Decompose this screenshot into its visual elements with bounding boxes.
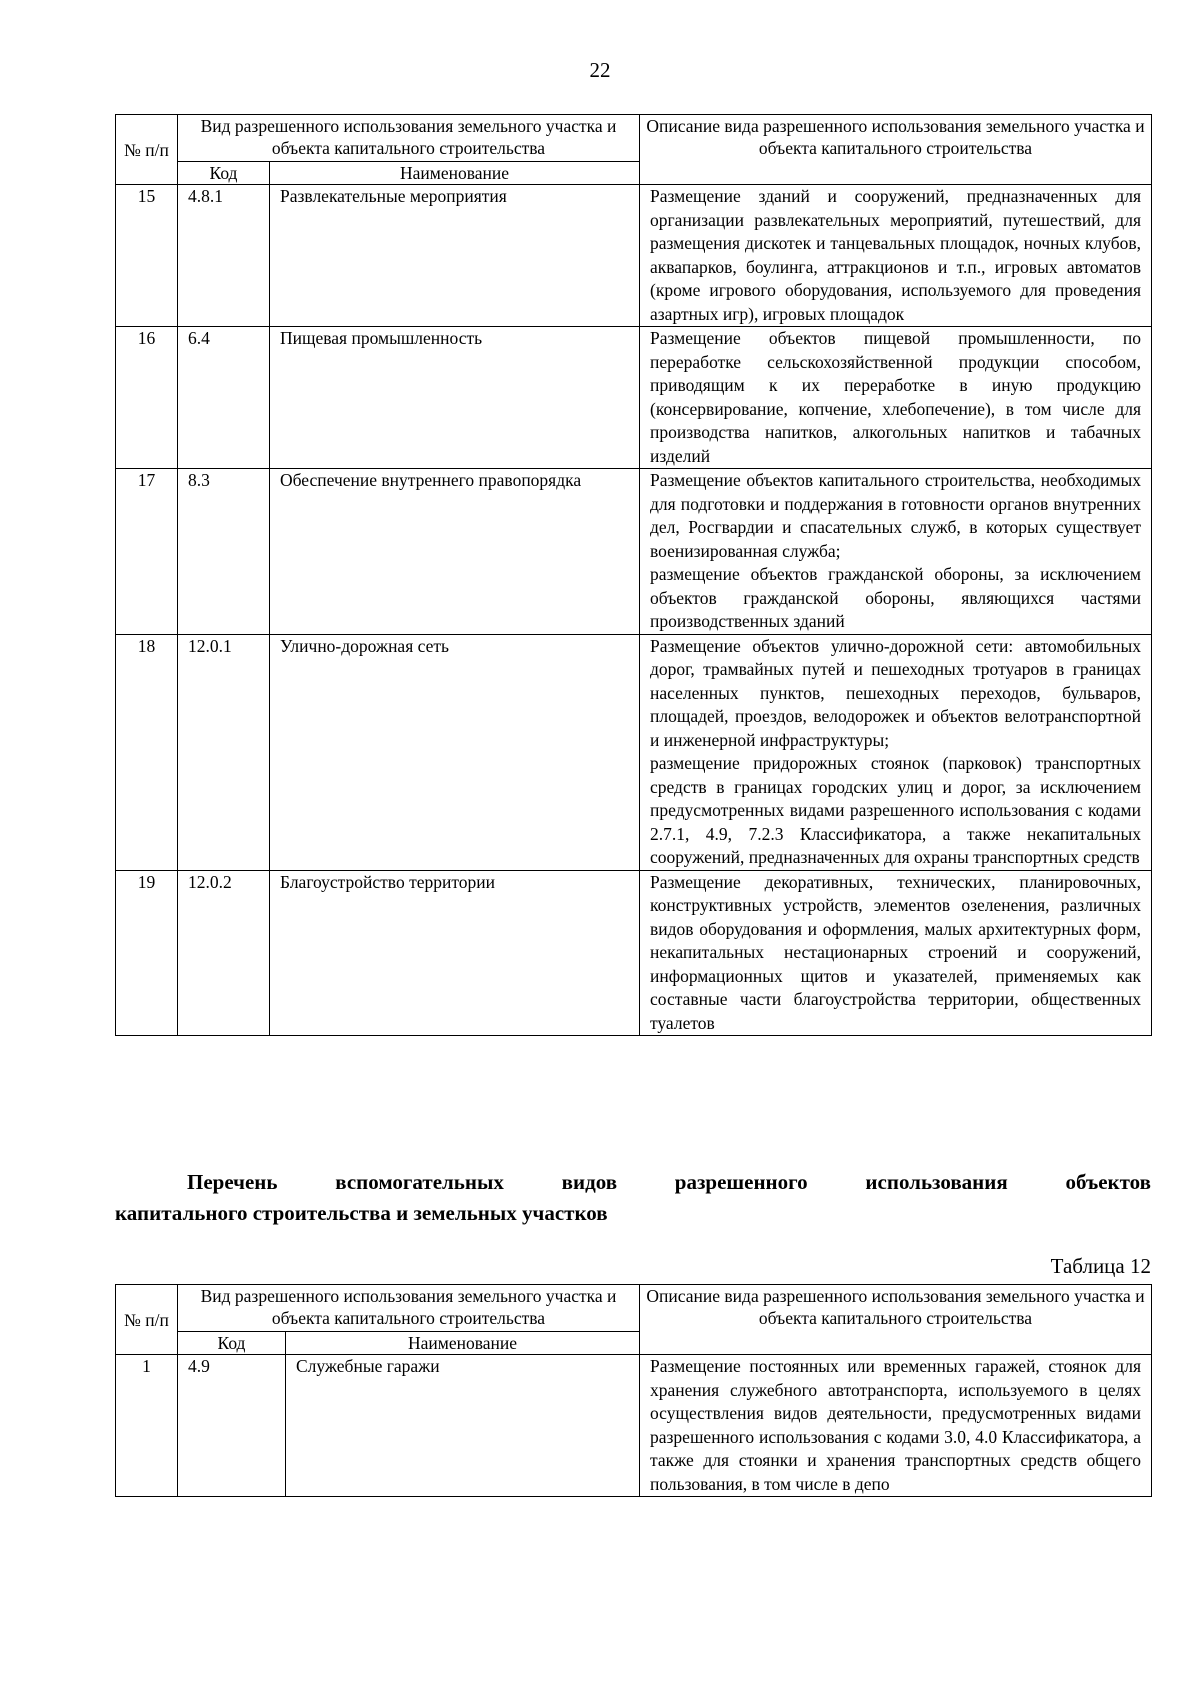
row-number: 19 (116, 870, 178, 1036)
row-name: Обеспечение внутреннего правопорядка (270, 469, 640, 635)
description-paragraph: Размещение объектов пищевой промышленности, по переработке сельскохозяйственной продукции способом, приводящим к их переработке в иную продукцию (консервирование, копчение, хлебопечение), в том числе для производства напитков, алкогольных напитков и табачных изделий (650, 328, 1141, 466)
row-code: 12.0.1 (178, 634, 270, 870)
row-number: 16 (116, 327, 178, 469)
row-code: 4.8.1 (178, 185, 270, 327)
row-description (640, 185, 1152, 327)
row-description (640, 634, 1152, 870)
header-code: Код (178, 1332, 286, 1355)
row-code: 12.0.2 (178, 870, 270, 1036)
header-name: Наименование (286, 1332, 640, 1355)
table-caption: Таблица 12 (1050, 1254, 1151, 1278)
row-number: 17 (116, 469, 178, 635)
row-code: 4.9 (178, 1355, 286, 1497)
description-paragraph: Размещение зданий и сооружений, предназначенных для организации развлекательных мероприятий, путешествий, для размещения дискотек и танцевальных площадок, ночных клубов, аквапарков, боулинга, аттракционов и т.п., игровых автоматов (кроме игрового оборудования, используемого для проведения азартных игр), игровых площадок (650, 186, 1141, 324)
table-row (116, 870, 1152, 1036)
description-paragraph: размещение объектов гражданской обороны, за исключением объектов гражданской обороны, являющихся частями производственных зданий (650, 564, 1141, 631)
row-description (640, 469, 1152, 635)
section-heading (115, 1167, 1151, 1229)
section-heading-line-1: Перечень вспомогательных видов разрешенного использования объектов (187, 1170, 1151, 1194)
section-heading-line-2: капитального строительства и земельных участков (115, 1201, 608, 1225)
description-paragraph: Размещение объектов улично-дорожной сети: автомобильных дорог, трамвайных путей и пешеходных тротуаров в границах населенных пунктов, пешеходных переходов, бульваров, площадей, проездов, велодорожек и объектов велотранспортной и инженерной инфраструктуры; (650, 635, 1141, 750)
row-name: Благоустройство территории (270, 870, 640, 1036)
row-number: 1 (116, 1355, 178, 1497)
header-num: № п/п (116, 1285, 178, 1355)
row-number: 18 (116, 634, 178, 870)
table-row (116, 327, 1152, 469)
row-description (640, 327, 1152, 469)
description-paragraph: Размещение объектов капитального строительства, необходимых для подготовки и поддержания в готовности органов внутренних дел, Росгвардии и спасательных служб, в которых существует военизированная служба; (650, 470, 1141, 561)
row-code: 8.3 (178, 469, 270, 635)
row-name: Улично-дорожная сеть (270, 634, 640, 870)
row-code: 6.4 (178, 327, 270, 469)
row-description (640, 870, 1152, 1036)
row-name: Развлекательные мероприятия (270, 185, 640, 327)
table-row (116, 1355, 1152, 1497)
header-description: Описание вида разрешенного использования земельного участка и объекта капитального строительства (640, 115, 1152, 185)
table-row (116, 469, 1152, 635)
row-number: 15 (116, 185, 178, 327)
row-name: Пищевая промышленность (270, 327, 640, 469)
header-code: Код (178, 162, 270, 185)
header-use-type: Вид разрешенного использования земельного участка и объекта капитального строительства (178, 1285, 640, 1332)
header-num: № п/п (116, 115, 178, 185)
description-paragraph: Размещение постоянных или временных гаражей, стоянок для хранения служебного автотранспорта, используемого в целях осуществления видов деятельности, предусмотренных видами разрешенного использования с кодами 3.0, 4.0 Классификатора, а также для стоянки и хранения транспортных средств общего пользования, в том числе в депо (650, 1356, 1141, 1494)
uses-table-auxiliary (115, 1284, 1152, 1497)
row-name: Служебные гаражи (286, 1355, 640, 1497)
uses-table-main (115, 114, 1152, 1036)
header-use-type: Вид разрешенного использования земельного участка и объекта капитального строительства (178, 115, 640, 162)
header-name: Наименование (270, 162, 640, 185)
page-number: 22 (589, 58, 611, 82)
table-row (116, 185, 1152, 327)
header-description: Описание вида разрешенного использования земельного участка и объекта капитального строительства (640, 1285, 1152, 1355)
table-row (116, 634, 1152, 870)
row-description (640, 1355, 1152, 1497)
description-paragraph: размещение придорожных стоянок (парковок) транспортных средств в границах городских улиц и дорог, за исключением предусмотренных видами разрешенного использования с кодами 2.7.1, 4.9, 7.2.3 Классификатора, а также некапитальных сооружений, предназначенных для охраны транспортных средств (650, 753, 1141, 867)
description-paragraph: Размещение декоративных, технических, планировочных, конструктивных устройств, элементов озеленения, различных видов оборудования и оформления, малых архитектурных форм, некапитальных нестационарных строений и сооружений, информационных щитов и указателей, применяемых как составные части благоустройства территории, общественных туалетов (650, 871, 1141, 1033)
